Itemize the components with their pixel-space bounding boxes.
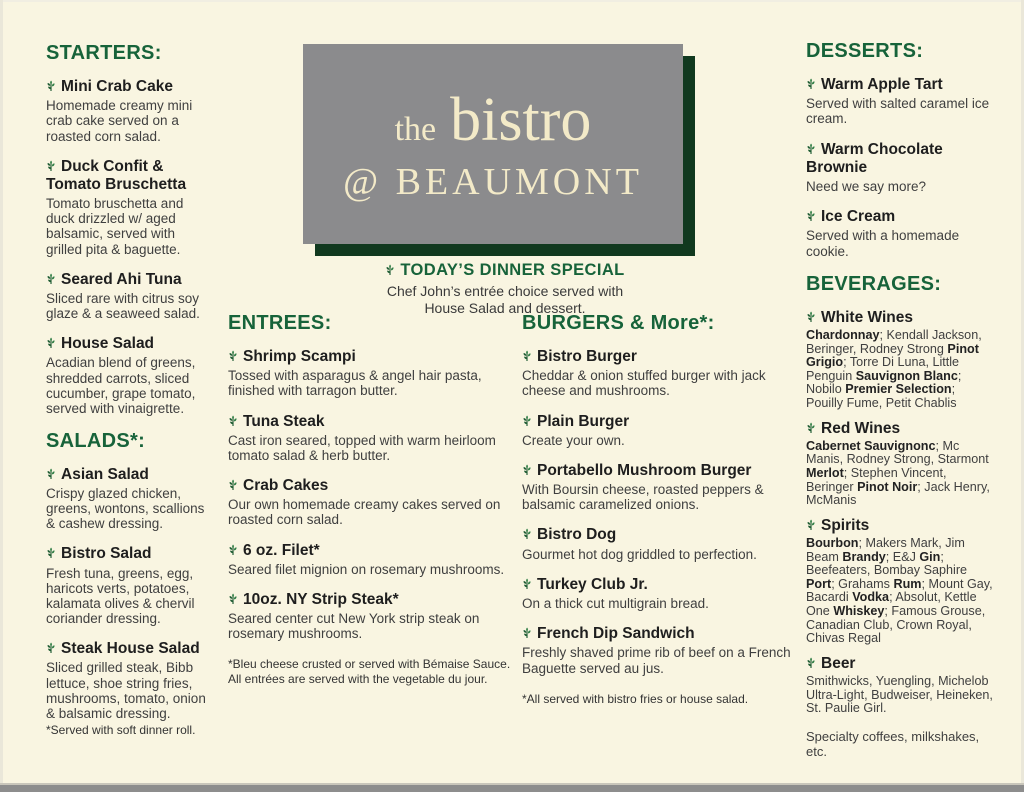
column-starters-salads — [46, 42, 210, 751]
menu-item-name-text: Bistro Dog — [537, 526, 617, 544]
menu-item — [228, 591, 514, 642]
leaf-sprig-icon — [228, 593, 238, 605]
leaf-sprig-icon — [806, 143, 816, 155]
menu-item-name-text: Asian Salad — [61, 465, 149, 483]
menu-item-name — [522, 625, 796, 643]
menu-item-name-text: Crab Cakes — [243, 477, 329, 494]
menu-item — [522, 526, 796, 561]
menu-item-description: Freshly shaved prime rib of beef on a French Baguette served au jus. — [522, 645, 791, 676]
menu-item — [522, 576, 796, 611]
beverages-group-list — [806, 309, 994, 716]
menu-item-name-text: 10oz. NY Strip Steak* — [243, 590, 399, 608]
leaf-sprig-icon — [228, 350, 238, 362]
menu-item-description: Cheddar & onion stuffed burger with jack cheese and mushrooms. — [522, 368, 766, 399]
menu-item-description: Gourmet hot dog griddled to perfection. — [522, 546, 757, 562]
leaf-sprig-icon — [522, 415, 532, 427]
logo-text-beaumont: @ BEAUMONT — [343, 160, 643, 203]
menu-item — [806, 208, 994, 259]
menu-item — [806, 76, 994, 127]
menu-item-name-text: Shrimp Scampi — [243, 348, 356, 365]
menu-item-name-text: French Dip Sandwich — [537, 625, 695, 643]
leaf-sprig-icon — [46, 337, 56, 349]
menu-item-name-text: Plain Burger — [537, 412, 630, 430]
menu-item-name-text: White Wines — [821, 308, 914, 326]
menu-item-description: With Boursin cheese, roasted peppers & balsamic caramelized onions. — [522, 482, 764, 513]
menu-item-name — [46, 78, 210, 96]
menu-item-name — [46, 545, 210, 563]
entrees-item-list — [228, 348, 514, 641]
menu-item — [522, 462, 796, 513]
menu-item-name — [806, 208, 994, 226]
leaf-sprig-icon — [228, 544, 238, 556]
menu-item — [228, 477, 514, 528]
menu-item-name — [522, 576, 796, 594]
menu-item-name — [806, 309, 994, 327]
menu-item-name-text: Warm Apple Tart — [821, 76, 943, 93]
menu-item-name-text: House Salad — [61, 335, 155, 353]
menu-item — [228, 348, 514, 399]
menu-item-name-text: Warm Chocolate Brownie — [806, 140, 943, 176]
menu-item — [46, 640, 210, 737]
menu-item-description: Crispy glazed chicken, greens, wontons, scallions & cashew dressing. — [46, 486, 205, 532]
menu-item-name-text: Duck Confit & Tomato Bruschetta — [46, 157, 187, 193]
menu-item-description: Sliced grilled steak, Bibb lettuce, shoe string fries, mushrooms, tomato, onion & balsamic dressing. — [46, 660, 206, 721]
menu-item-name — [46, 466, 210, 484]
logo-box — [303, 44, 683, 244]
leaf-sprig-icon — [522, 350, 532, 362]
menu-item-description: Seared center cut New York strip steak on rosemary mushrooms. — [228, 611, 480, 642]
page-bottom-edge — [0, 783, 1024, 792]
menu-item-name — [806, 76, 994, 94]
menu-item-name — [46, 335, 210, 353]
section-heading-desserts: DESSERTS: — [806, 40, 924, 62]
section-heading-starters: STARTERS: — [46, 42, 162, 64]
beverages-footer: Specialty coffees, milkshakes, etc. — [806, 728, 980, 759]
menu-item-name — [522, 348, 796, 366]
beverage-list: Smithwicks, Yuengling, Michelob Ultra-Light, Budweiser, Heineken, St. Paulie Girl. — [806, 674, 993, 716]
salads-item-list — [46, 466, 210, 737]
menu-item-name — [228, 542, 514, 560]
menu-item — [46, 158, 210, 257]
restaurant-logo — [303, 44, 695, 256]
dinner-special-line2: House Salad and dessert. — [424, 299, 586, 316]
section-heading-burgers: BURGERS & More*: — [522, 312, 715, 334]
logo-text-the: the — [394, 110, 437, 148]
menu-item — [806, 141, 994, 195]
menu-item-name — [806, 655, 994, 673]
menu-item-name — [46, 640, 210, 658]
menu-item-description: Served with a homemade cookie. — [806, 228, 960, 259]
menu-item — [46, 335, 210, 416]
beverage-group — [806, 309, 994, 411]
menu-item-name-text: Red Wines — [821, 419, 901, 437]
menu-item-name — [806, 517, 994, 535]
menu-item — [522, 625, 796, 676]
burgers-footnote: *All served with bistro fries or house salad. — [522, 691, 749, 706]
menu-item-description: Sliced rare with citrus soy glaze & a seaweed salad. — [46, 290, 200, 321]
menu-item — [522, 413, 796, 448]
leaf-sprig-icon — [46, 273, 56, 285]
leaf-sprig-icon — [46, 160, 56, 172]
menu-item-description: Create your own. — [522, 432, 625, 448]
leaf-sprig-icon — [806, 657, 816, 669]
dinner-special-line1: Chef John’s entrée choice served with — [386, 283, 624, 299]
menu-item-description: On a thick cut multigrain bread. — [522, 596, 709, 612]
menu-item-name-text: Bistro Burger — [537, 348, 637, 365]
leaf-sprig-icon — [522, 528, 532, 540]
menu-item-name — [522, 526, 796, 544]
menu-item-name — [228, 477, 514, 495]
entrees-footnote: *Bleu cheese crusted or served with Bémaise Sauce. All entrées are served with the vegetable du jour. — [228, 657, 511, 686]
menu-item-description: Acadian blend of greens, shredded carrots, sliced cucumber, grape tomato, served with vinaigrette. — [46, 355, 196, 416]
menu-item-name — [228, 591, 514, 609]
beverage-list: Bourbon; Makers Mark, Jim Beam Brandy; E&J Gin; Beefeaters, Bombay Saphire Port; Grahams Rum; Mount Gay, Bacardi Vodka; Absolut, Kettle One Whiskey; Famous Grouse, Canadian Club, Crown Royal, Chivas Regal — [806, 536, 993, 646]
leaf-sprig-icon — [806, 422, 816, 434]
menu-item — [228, 542, 514, 577]
dinner-special — [320, 261, 690, 317]
menu-item — [46, 466, 210, 532]
starters-item-list — [46, 78, 210, 416]
leaf-sprig-icon — [806, 519, 816, 531]
menu-item-description: Need we say more? — [806, 179, 927, 195]
leaf-sprig-icon — [385, 264, 395, 276]
leaf-sprig-icon — [522, 627, 532, 639]
menu-item-footnote: *Served with soft dinner roll. — [46, 722, 196, 737]
menu-item-name-text: Mini Crab Cake — [61, 78, 173, 95]
menu-item-name — [46, 271, 210, 289]
leaf-sprig-icon — [522, 578, 532, 590]
leaf-sprig-icon — [522, 464, 532, 476]
section-heading-entrees: ENTREES: — [228, 312, 332, 334]
dinner-special-heading — [320, 261, 690, 280]
leaf-sprig-icon — [46, 547, 56, 559]
leaf-sprig-icon — [46, 642, 56, 654]
logo-title-line — [395, 85, 592, 156]
menu-item — [228, 413, 514, 464]
menu-item-description: Fresh tuna, greens, egg, haricots verts, potatoes, kalamata olives & chervil coriander dressing. — [46, 565, 195, 627]
beverage-list: Chardonnay; Kendall Jackson, Beringer, Rodney Strong Pinot Grigio; Torre Di Luna, Little Penguin Sauvignon Blanc; Nobilo Premier Selection; Pouilly Fume, Petit Chablis — [806, 327, 982, 410]
burgers-item-list — [522, 348, 796, 676]
menu-item-description: Cast iron seared, topped with warm heirloom tomato salad & herb butter. — [228, 432, 496, 463]
desserts-item-list — [806, 76, 994, 259]
menu-item-name-text: Ice Cream — [821, 208, 896, 226]
menu-item-name — [806, 141, 994, 178]
beverage-list: Cabernet Sauvignonc; Mc Manis, Rodney Strong, Starmont Merlot; Stephen Vincent, Beringer Pinot Noir; Jack Henry, McManis — [806, 438, 990, 508]
menu-item-name — [46, 158, 210, 195]
leaf-sprig-icon — [228, 479, 238, 491]
leaf-sprig-icon — [46, 80, 56, 92]
column-burgers — [522, 312, 796, 706]
menu-item-name-text: Seared Ahi Tuna — [61, 270, 182, 288]
menu-item-name — [522, 413, 796, 431]
leaf-sprig-icon — [228, 415, 238, 427]
menu-item-name — [522, 462, 796, 480]
leaf-sprig-icon — [46, 468, 56, 480]
menu-item-description: Tossed with asparagus & angel hair pasta, finished with tarragon butter. — [228, 368, 482, 399]
menu-item-name-text: 6 oz. Filet* — [243, 541, 320, 559]
beverage-group — [806, 655, 994, 716]
menu-item-description: Homemade creamy mini crab cake served on a roasted corn salad. — [46, 98, 193, 144]
menu-item-name — [806, 420, 994, 438]
menu-item — [46, 545, 210, 626]
menu-item-name-text: Beer — [821, 654, 856, 672]
section-heading-salads: SALADS*: — [46, 429, 146, 452]
menu-item-description: Served with salted caramel ice cream. — [806, 96, 990, 127]
menu-item — [522, 348, 796, 399]
beverage-group — [806, 420, 994, 508]
menu-item — [46, 78, 210, 144]
dinner-special-heading-text: TODAY’S DINNER SPECIAL — [400, 261, 625, 279]
menu-item-description: Our own homemade creamy cakes served on roasted corn salad. — [228, 497, 501, 528]
menu-item-name — [228, 348, 514, 366]
menu-item-name-text: Portabello Mushroom Burger — [537, 461, 752, 479]
logo-text-bistro: bistro — [450, 85, 592, 154]
column-desserts-beverages — [806, 40, 994, 760]
beverage-group — [806, 517, 994, 646]
section-heading-beverages: BEVERAGES: — [806, 272, 942, 295]
menu-item-description: Seared filet mignion on rosemary mushrooms. — [228, 561, 505, 577]
leaf-sprig-icon — [806, 311, 816, 323]
leaf-sprig-icon — [806, 78, 816, 90]
menu-item-name-text: Steak House Salad — [61, 640, 200, 658]
leaf-sprig-icon — [806, 210, 816, 222]
menu-item-name-text: Turkey Club Jr. — [537, 575, 648, 593]
menu-item-name — [228, 413, 514, 431]
menu-item-description: Tomato bruschetta and duck drizzled w/ aged balsamic, served with grilled pita & baguette. — [46, 196, 184, 257]
menu-item-name-text: Spirits — [821, 516, 870, 534]
menu-item-name-text: Bistro Salad — [61, 545, 152, 563]
menu-item-name-text: Tuna Steak — [243, 412, 325, 430]
column-entrees — [228, 312, 514, 686]
menu-item — [46, 271, 210, 322]
